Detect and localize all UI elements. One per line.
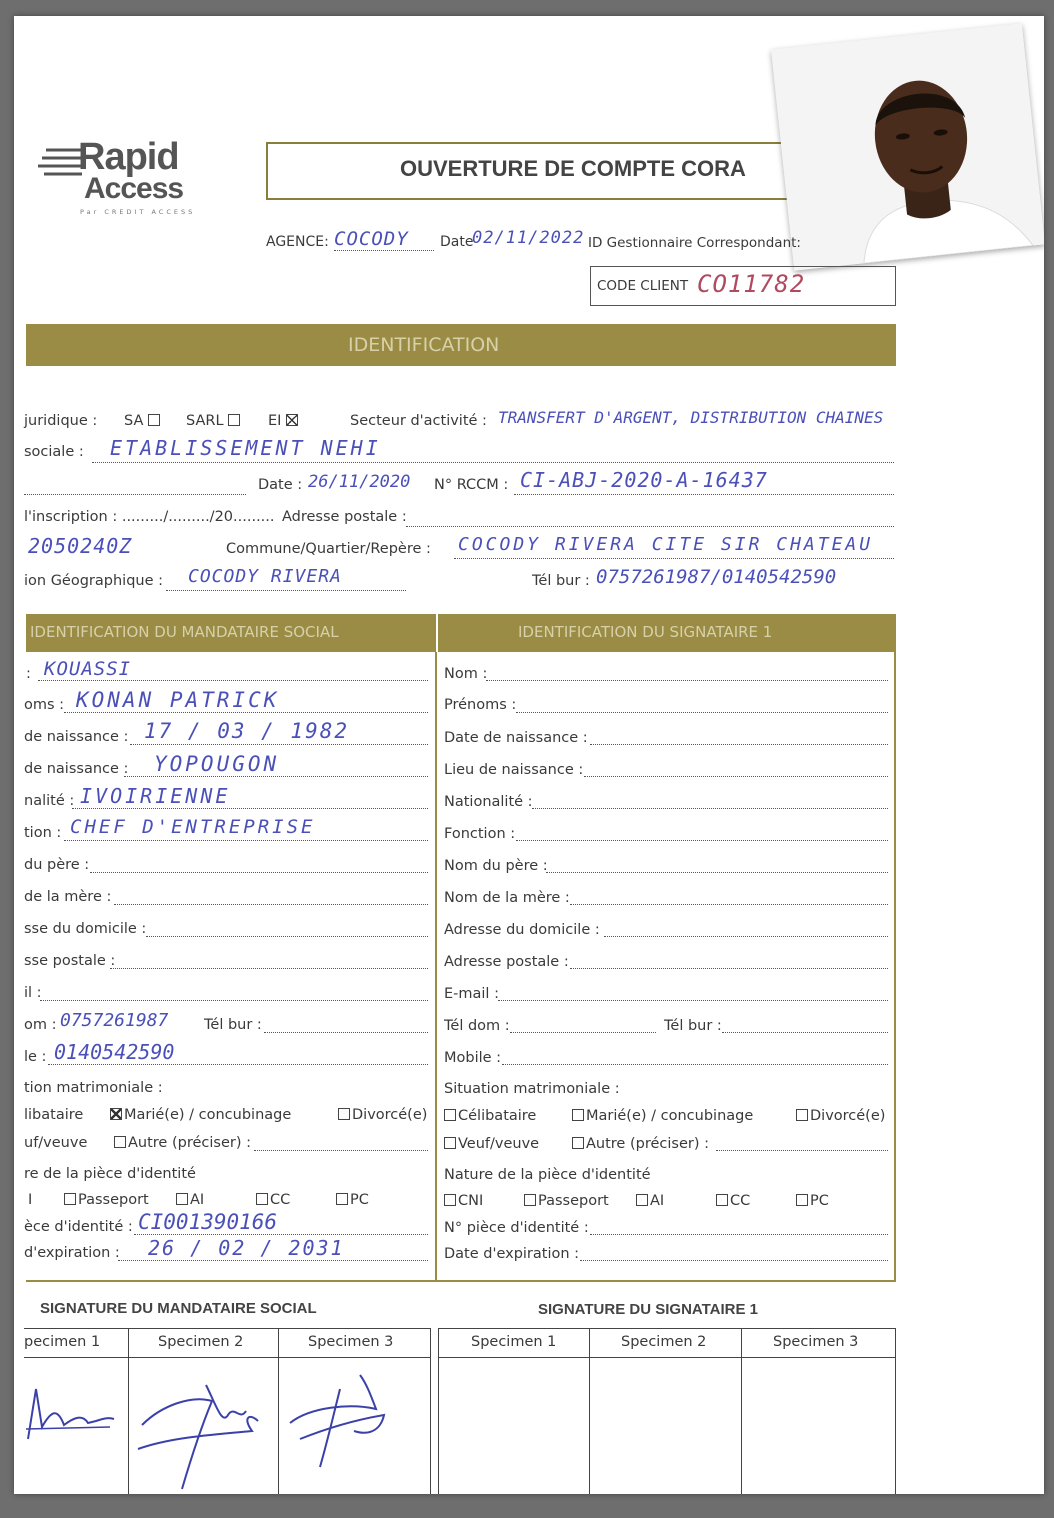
m-tel-bur-dots <box>264 1032 428 1033</box>
agence-label: AGENCE: <box>266 234 329 250</box>
m-piece-cni: I <box>28 1192 33 1208</box>
signature-1-icon <box>24 1369 124 1449</box>
signature-2-icon <box>132 1365 272 1494</box>
m-expiration-label: d'expiration : <box>24 1245 120 1261</box>
s-domicile-label: Adresse du domicile : <box>444 922 600 938</box>
opt-sarl: SARL <box>186 413 242 429</box>
m-situation-label: tion matrimoniale : <box>24 1080 163 1096</box>
geo-label: ion Géographique : <box>24 573 164 589</box>
right-border <box>894 652 896 1282</box>
s-postale-dots <box>570 968 888 969</box>
m-domicile-label: sse du domicile : <box>24 921 147 937</box>
commune-label: Commune/Quartier/Repère : <box>226 541 431 557</box>
m-piece-ai: AI <box>176 1192 204 1208</box>
creation-date-value: 26/11/2020 <box>308 472 411 492</box>
id-photo <box>771 23 1044 270</box>
m-tel-bur-label: Tél bur : <box>204 1017 262 1033</box>
cc-value: 2050240Z <box>28 534 133 558</box>
m-num-piece-value: CI001390166 <box>138 1210 278 1234</box>
date-prefix-dots <box>24 494 246 495</box>
m-expiration-dots <box>118 1260 428 1261</box>
m-tel-dom-value: 0757261987 <box>60 1010 169 1031</box>
m-checkbox-passeport[interactable] <box>64 1193 76 1205</box>
s-nom-dots <box>486 680 888 681</box>
mandataire-title: IDENTIFICATION DU MANDATAIRE SOCIAL <box>30 623 339 641</box>
m-email-label: il : <box>24 985 42 1001</box>
m-nom-dots <box>38 680 428 681</box>
s-situation-label: Situation matrimoniale : <box>444 1081 620 1097</box>
column-divider <box>435 652 437 1282</box>
creation-date-label: Date : <box>258 477 303 493</box>
signataire-title: IDENTIFICATION DU SIGNATAIRE 1 <box>518 623 773 641</box>
m-checkbox-marie-checked[interactable] <box>110 1108 122 1120</box>
s-mere-dots <box>570 904 888 905</box>
portrait-photo-icon <box>771 23 1044 270</box>
checkbox-ei-checked[interactable] <box>286 414 298 426</box>
s-checkbox-ai[interactable] <box>636 1194 648 1206</box>
m-lieu-naissance-label: de naissance : <box>24 761 129 777</box>
raison-sociale-value: ETABLISSEMENT NEHI <box>110 436 381 460</box>
s-specimen-div-2 <box>741 1329 742 1494</box>
bottom-border <box>26 1280 896 1282</box>
s-checkbox-celib[interactable] <box>444 1109 456 1121</box>
s-expiration-dots <box>580 1260 888 1261</box>
s-prenoms-label: Prénoms : <box>444 697 517 713</box>
rccm-dots <box>514 494 894 495</box>
s-pere-dots <box>546 872 888 873</box>
m-sit-divorce: Divorcé(e) <box>338 1107 427 1123</box>
m-prenoms-dots <box>64 712 428 713</box>
m-sit-autre: Autre (préciser) : <box>114 1135 251 1151</box>
s-checkbox-cni[interactable] <box>444 1194 456 1206</box>
s-mere-label: Nom de la mère : <box>444 890 570 906</box>
agence-dots <box>334 250 434 251</box>
form-page <box>14 16 1044 1494</box>
s-sit-divorce: Divorcé(e) <box>796 1108 885 1124</box>
m-specimen-header-line <box>24 1357 430 1358</box>
logo-tagline: Par CREDIT ACCESS <box>80 208 196 216</box>
m-pere-dots <box>90 872 428 873</box>
s-sit-celib: Célibataire <box>444 1108 536 1124</box>
agence-value: COCODY <box>334 228 409 250</box>
m-email-dots <box>40 1000 428 1001</box>
m-checkbox-cc[interactable] <box>256 1193 268 1205</box>
m-checkbox-divorce[interactable] <box>338 1108 350 1120</box>
geo-value: COCODY RIVERA <box>188 566 342 587</box>
mandataire-signature-title: SIGNATURE DU MANDATAIRE SOCIAL <box>40 1300 317 1317</box>
s-expiration-label: Date d'expiration : <box>444 1246 580 1262</box>
m-expiration-value: 26 / 02 / 2031 <box>148 1236 345 1260</box>
s-date-naissance-label: Date de naissance : <box>444 730 588 746</box>
s-email-label: E-mail : <box>444 986 499 1002</box>
opt-sa: SA <box>124 413 162 429</box>
m-pere-label: du père : <box>24 857 90 873</box>
s-checkbox-veuf[interactable] <box>444 1137 456 1149</box>
raison-sociale-dots <box>92 462 894 463</box>
s-specimen-2: Specimen 2 <box>621 1334 707 1350</box>
m-fonction-label: tion : <box>24 825 62 841</box>
s-piece-label: Nature de la pièce d'identité <box>444 1167 651 1183</box>
geo-dots <box>166 590 406 591</box>
tel-bur-value: 0757261987/0140542590 <box>596 566 837 588</box>
m-piece-cc: CC <box>256 1192 290 1208</box>
s-email-dots <box>498 1000 888 1001</box>
s-lieu-naissance-dots <box>584 776 888 777</box>
m-postale-label: sse postale : <box>24 953 116 969</box>
secteur-value: TRANSFERT D'ARGENT, DISTRIBUTION CHAINES <box>498 408 884 427</box>
m-mobile-value: 0140542590 <box>54 1040 175 1064</box>
mandataire-specimen-grid <box>24 1328 431 1494</box>
s-piece-passeport: Passeport <box>524 1193 609 1209</box>
s-tel-bur-label: Tél bur : <box>664 1018 722 1034</box>
m-date-naissance-label: de naissance : <box>24 729 129 745</box>
m-fonction-dots <box>64 840 428 841</box>
m-num-piece-label: èce d'identité : <box>24 1219 133 1235</box>
s-checkbox-pc[interactable] <box>796 1194 808 1206</box>
secteur-label: Secteur d'activité : <box>350 413 487 429</box>
s-tel-bur-dots <box>722 1032 888 1033</box>
m-prenoms-label: oms : <box>24 697 65 713</box>
identification-title: IDENTIFICATION <box>348 334 500 356</box>
m-mere-label: de la mère : <box>24 889 112 905</box>
s-checkbox-cc[interactable] <box>716 1194 728 1206</box>
m-lieu-naissance-value: YOPOUGON <box>154 752 280 776</box>
s-num-piece-dots <box>590 1234 888 1235</box>
m-specimen-2: Specimen 2 <box>158 1334 244 1350</box>
m-autre-dots <box>254 1150 428 1151</box>
date-label: Date <box>440 234 474 250</box>
code-client-label: CODE CLIENT <box>597 278 689 294</box>
s-sit-marie: Marié(e) / concubinage <box>572 1108 753 1124</box>
commune-value: COCODY RIVERA CITE SIR CHATEAU <box>458 534 874 555</box>
s-pere-label: Nom du père : <box>444 858 548 874</box>
s-date-naissance-dots <box>590 744 888 745</box>
m-date-naissance-dots <box>130 744 428 745</box>
m-lieu-naissance-dots <box>124 776 428 777</box>
s-postale-label: Adresse postale : <box>444 954 569 970</box>
m-date-naissance-value: 17 / 03 / 1982 <box>144 719 350 743</box>
s-sit-veuf: Veuf/veuve <box>444 1136 539 1152</box>
raison-sociale-label: sociale : <box>24 444 84 460</box>
s-autre-dots <box>716 1150 888 1151</box>
forme-juridique-label: juridique : <box>24 413 98 429</box>
s-nationalite-dots <box>532 808 888 809</box>
s-nationalite-label: Nationalité : <box>444 794 533 810</box>
m-num-piece-dots <box>134 1234 428 1235</box>
code-client-box <box>590 266 896 306</box>
m-nom-value: KOUASSI <box>44 658 132 680</box>
m-checkbox-autre[interactable] <box>114 1136 126 1148</box>
m-mobile-label: le : <box>24 1049 47 1065</box>
code-client-value: CO11782 <box>697 270 806 298</box>
date-value: 02/11/2022 <box>472 228 585 248</box>
s-piece-cni: CNI <box>444 1193 483 1209</box>
m-tel-dom-label: om : <box>24 1017 57 1033</box>
signataire-specimen-grid <box>438 1328 896 1494</box>
m-nationalite-dots <box>72 808 428 809</box>
signataire-signature-title: SIGNATURE DU SIGNATAIRE 1 <box>538 1301 759 1318</box>
m-piece-label: re de la pièce d'identité <box>24 1166 196 1182</box>
logo-rapid: Rapid <box>78 136 179 178</box>
s-mobile-label: Mobile : <box>444 1050 502 1066</box>
rccm-label: N° RCCM : <box>434 477 509 493</box>
m-specimen-div-2 <box>278 1329 279 1494</box>
tel-bur-label: Tél bur : <box>532 573 590 589</box>
m-sit-veuf: uf/veuve <box>24 1135 88 1151</box>
s-checkbox-marie[interactable] <box>572 1109 584 1121</box>
m-domicile-dots <box>146 936 428 937</box>
identification-band <box>26 324 896 366</box>
s-specimen-div-1 <box>589 1329 590 1494</box>
s-tel-dom-label: Tél dom : <box>444 1018 510 1034</box>
m-postale-dots <box>110 968 428 969</box>
m-specimen-div-1 <box>128 1329 129 1494</box>
s-specimen-header-line <box>439 1357 895 1358</box>
m-prenoms-value: KONAN PATRICK <box>76 688 280 712</box>
s-piece-cc: CC <box>716 1193 750 1209</box>
signataire-band <box>438 614 896 652</box>
m-nom-label: : <box>26 666 31 682</box>
s-fonction-dots <box>516 840 888 841</box>
s-checkbox-autre[interactable] <box>572 1137 584 1149</box>
mandataire-band <box>26 614 436 652</box>
s-piece-ai: AI <box>636 1193 664 1209</box>
m-specimen-3: Specimen 3 <box>308 1334 394 1350</box>
s-lieu-naissance-label: Lieu de naissance : <box>444 762 584 778</box>
s-num-piece-label: N° pièce d'identité : <box>444 1220 589 1236</box>
s-nom-label: Nom : <box>444 666 488 682</box>
m-checkbox-pc[interactable] <box>336 1193 348 1205</box>
form-title: OUVERTURE DE COMPTE CORA <box>400 156 746 181</box>
m-mobile-dots <box>48 1064 428 1065</box>
rccm-value: CI-ABJ-2020-A-16437 <box>520 468 768 492</box>
s-tel-dom-dots <box>510 1032 656 1033</box>
m-nationalite-label: nalité : <box>24 793 75 809</box>
inscription-label: l'inscription : ........./........./20......... <box>24 509 275 525</box>
m-sit-celib: libataire <box>24 1107 84 1123</box>
m-checkbox-ai[interactable] <box>176 1193 188 1205</box>
s-domicile-dots <box>604 936 888 937</box>
s-specimen-1: Specimen 1 <box>471 1334 557 1350</box>
s-checkbox-passeport[interactable] <box>524 1194 536 1206</box>
m-piece-passeport: Passeport <box>64 1192 149 1208</box>
adresse-postale-dots <box>406 526 894 527</box>
opt-ei: EI <box>268 413 300 429</box>
s-sit-autre: Autre (préciser) : <box>572 1136 709 1152</box>
checkbox-sarl[interactable] <box>228 414 240 426</box>
s-fonction-label: Fonction : <box>444 826 516 842</box>
id-gestionnaire-label: ID Gestionnaire Correspondant: <box>588 235 801 251</box>
commune-dots <box>454 558 894 559</box>
m-piece-pc: PC <box>336 1192 369 1208</box>
checkbox-sa[interactable] <box>148 414 160 426</box>
s-piece-pc: PC <box>796 1193 829 1209</box>
m-nationalite-value: IVOIRIENNE <box>80 784 231 808</box>
adresse-postale-label: Adresse postale : <box>282 509 407 525</box>
s-checkbox-divorce[interactable] <box>796 1109 808 1121</box>
m-sit-marie: Marié(e) / concubinage <box>110 1107 291 1123</box>
s-mobile-dots <box>502 1064 888 1065</box>
signature-3-icon <box>280 1363 400 1473</box>
m-mere-dots <box>114 904 428 905</box>
m-fonction-value: CHEF D'ENTREPRISE <box>70 816 316 838</box>
logo-access: Access <box>84 172 184 205</box>
s-prenoms-dots <box>516 712 888 713</box>
s-specimen-3: Specimen 3 <box>773 1334 859 1350</box>
title-box <box>266 142 830 200</box>
m-specimen-1: pecimen 1 <box>24 1334 101 1350</box>
